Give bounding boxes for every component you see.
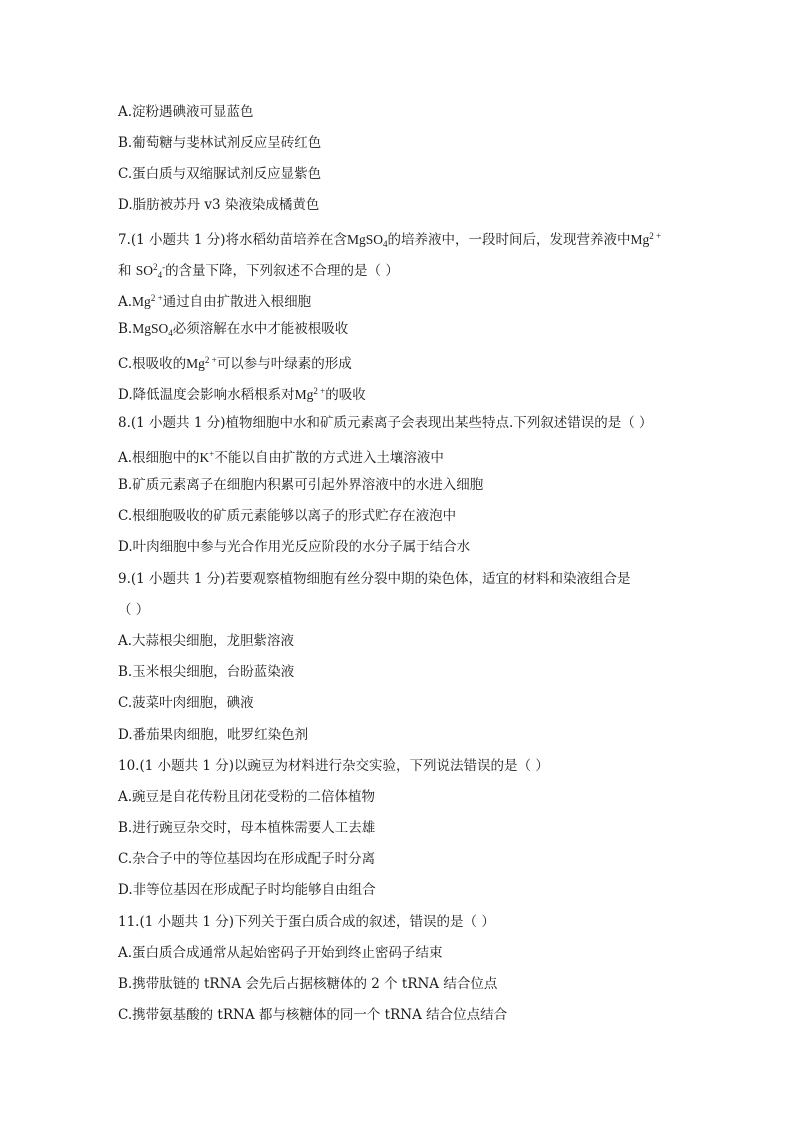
q7-option-b-chem: [132, 321, 173, 336]
q8-option-a-letter: A.根细胞中的: [118, 450, 200, 466]
q7-option-b-chem-base: MgSO: [132, 321, 169, 336]
q6-option-d: D.脂肪被苏丹 v3 染液染成橘黄色: [118, 197, 320, 213]
q7-mg-ion-charge: 2 +: [649, 231, 662, 241]
q7-sulfate-ion: [136, 263, 165, 278]
q7-option-d-ion-charge: 2 +: [313, 386, 326, 396]
q7-stem-line-2: [118, 258, 399, 284]
q8-option-d: D.叶肉细胞中参与光合作用光反应阶段的水分子属于结合水: [118, 539, 471, 555]
q7-stem-text: 7.(1 小题共 1 分)将水稻幼苗培养在含: [118, 232, 347, 248]
q9-stem-line-1: 9.(1 小题共 1 分)若要观察植物细胞有丝分裂中期的染色体，适宜的材料和染液组合是: [118, 571, 631, 587]
q7-option-a-ion-base: Mg: [132, 294, 151, 309]
q10-option-a: A.豌豆是自花传粉且闭花受粉的二倍体植物: [118, 789, 376, 805]
q7-option-a-text: 通过自由扩散进入根细胞: [162, 294, 312, 310]
q7-mg-ion-base: Mg: [630, 232, 650, 247]
q9-option-b: B.玉米根尖细胞，台盼蓝染液: [118, 664, 295, 680]
q8-stem: 8.(1 小题共 1 分)植物细胞中水和矿质元素离子会表现出某些特点.下列叙述错误的是（ ）: [118, 415, 653, 431]
q10-option-c: C.杂合子中的等位基因均在形成配子时分离: [118, 851, 376, 867]
q6-option-c: C.蛋白质与双缩脲试剂反应显紫色: [118, 166, 322, 182]
q7-option-d-ion-base: Mg: [294, 387, 314, 402]
q8-option-a-text: 不能以自由扩散的方式进入土壤溶液中: [214, 450, 444, 466]
q7-stem-and: 和: [118, 263, 136, 279]
q9-stem-line-2: （ ）: [118, 602, 150, 618]
q8-option-c: C.根细胞吸收的矿质元素能够以离子的形式贮存在液泡中: [118, 508, 457, 524]
q6-option-b: B.葡萄糖与斐林试剂反应呈砖红色: [118, 135, 322, 151]
q7-option-c-letter: C.根吸收的: [118, 356, 187, 372]
q7-sulfate-base: SO: [135, 263, 154, 278]
q8-option-b: B.矿质元素离子在细胞内积累可引起外界溶液中的水进入细胞: [118, 477, 484, 493]
q7-mg-ion: [630, 232, 661, 247]
q11-stem: 11.(1 小题共 1 分)下列关于蛋白质合成的叙述，错误的是（ ）: [118, 914, 495, 930]
q6-option-a: A.淀粉遇碘液可显蓝色: [118, 104, 254, 120]
q7-stem-text-2: 的培养液中，一段时间后，发现营养液中: [387, 232, 631, 248]
q7-sulfate-charge: 2: [153, 262, 158, 272]
q7-option-b-text: 必须溶解在水中才能被根吸收: [172, 321, 349, 337]
q7-option-d-letter: D.降低温度会影响水稻根系对: [118, 387, 295, 403]
q9-option-a: A.大蒜根尖细胞，龙胆紫溶液: [118, 633, 295, 649]
q11-option-b: B.携带肽链的 tRNA 会先后占据核糖体的 2 个 tRNA 结合位点: [118, 976, 498, 992]
q10-option-d: D.非等位基因在形成配子时均能够自由组合: [118, 882, 376, 898]
q8-option-a-ion-charge: +: [209, 449, 215, 459]
q7-option-b-chem-subscript: 4: [168, 328, 173, 338]
q7-option-a: [118, 289, 311, 311]
q7-option-c-text: 可以参与叶绿素的形成: [216, 356, 352, 372]
q8-option-a-ion-base: K: [199, 450, 210, 465]
q11-option-a: A.蛋白质合成通常从起始密码子开始到终止密码子结束: [118, 945, 443, 961]
q7-sulfate-sign: -: [162, 262, 166, 272]
q7-option-a-ion: [132, 294, 163, 309]
q7-stem-question: 的含量下降，下列叙述不合理的是（ ）: [165, 263, 399, 279]
q7-stem-line-1: [118, 227, 661, 253]
q7-mgso4-base: MgSO: [346, 232, 383, 247]
q7-sulfate-subscript: 4: [157, 270, 163, 280]
q7-option-d: [118, 382, 366, 404]
q7-option-a-letter: A.: [118, 294, 133, 310]
q7-option-a-ion-charge: 2 +: [150, 293, 163, 303]
q7-option-b-letter: B.: [118, 321, 133, 337]
q7-option-b: [118, 320, 348, 342]
q7-option-c: [118, 351, 352, 373]
q8-option-a-ion: [200, 450, 215, 465]
q9-option-c: C.菠菜叶肉细胞，碘液: [118, 695, 254, 711]
q7-mgso4-subscript: 4: [382, 239, 388, 249]
q9-option-d: D.番茄果肉细胞，吡罗红染色剂: [118, 727, 309, 743]
q7-option-d-ion: [295, 387, 326, 402]
q7-option-c-ion-charge: 2 +: [204, 355, 217, 365]
q7-option-c-ion-base: Mg: [186, 356, 205, 371]
q7-mgso4: [347, 232, 388, 247]
q8-option-a: [118, 445, 444, 467]
q11-option-c: C.携带氨基酸的 tRNA 都与核糖体的同一个 tRNA 结合位点结合: [118, 1007, 508, 1023]
q10-stem: 10.(1 小题共 1 分)以豌豆为材料进行杂交实验，下列说法错误的是（ ）: [118, 758, 549, 774]
q7-option-c-ion: [186, 356, 217, 371]
q7-option-d-text: 的吸收: [325, 387, 366, 403]
q10-option-b: B.进行豌豆杂交时，母本植株需要人工去雄: [118, 820, 376, 836]
